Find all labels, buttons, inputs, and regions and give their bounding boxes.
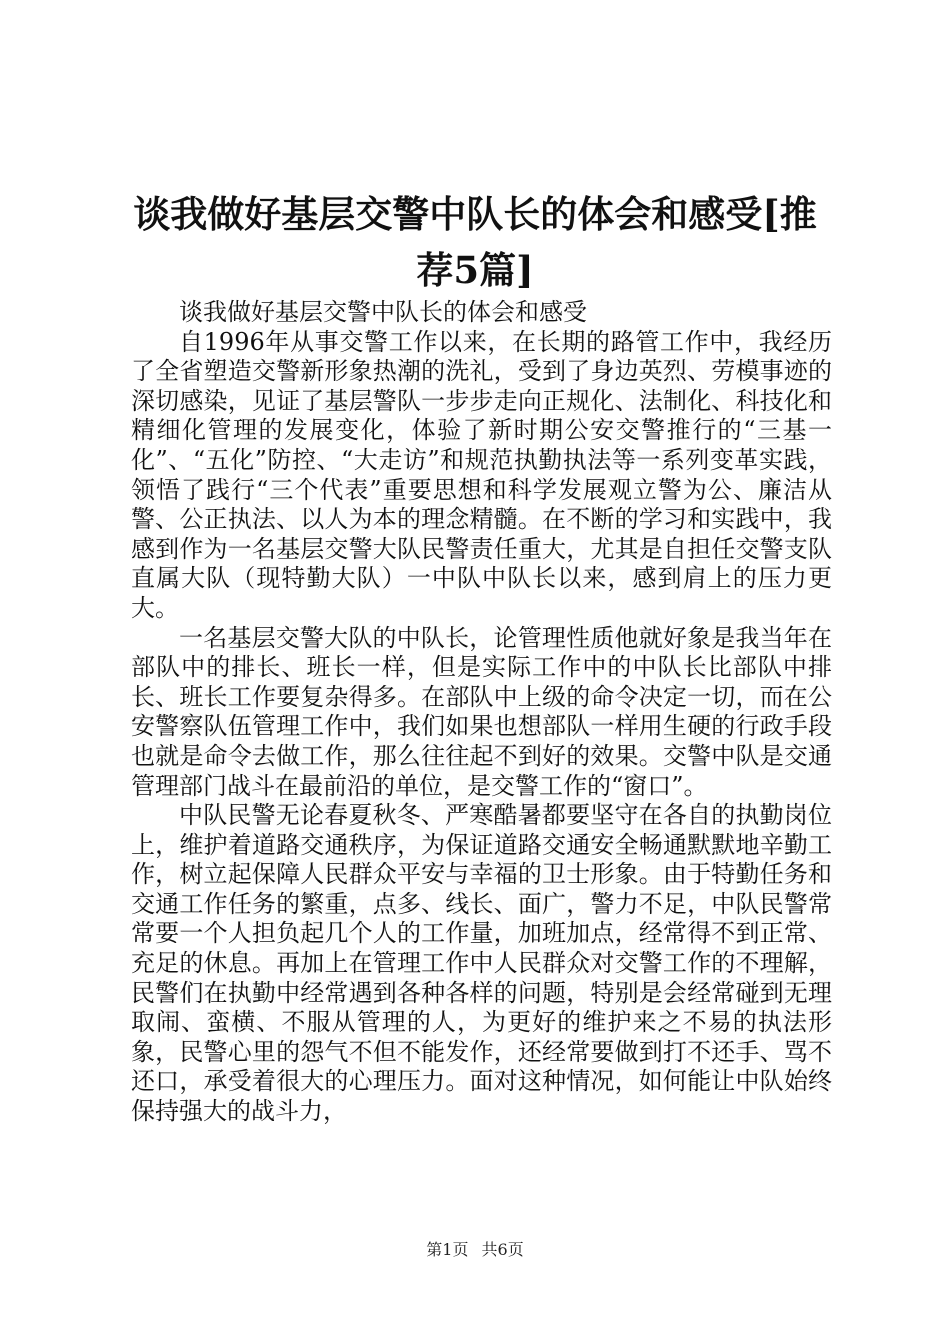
paragraph: 自1996年从事交警工作以来，在长期的路管工作中，我经历了全省塑造交警新形象热潮的洗礼，受到了身边英烈、劳模事迹的深切感染，见证了基层警队一步步走向正规化、法制化、科技化和精细化管理的发展变化，体验了新时期公安交警推行的“三基一化”、“五化”防控、“大走访”和规范执勤执法等一系列变革实践，领悟了践行“三个代表”重要思想和科学发展观立警为公、廉洁从警、公正执法、以人为本的理念精髓。在不断的学习和实践中，我感到作为一名基层交警大队民警责任重大，尤其是自担任交警支队直属大队（现特勤大队）一中队中队长以来，感到肩上的压力更大。 xyxy=(131,327,832,622)
paragraph: 一名基层交警大队的中队长，论管理性质他就好象是我当年在部队中的排长、班长一样，但是实际工作中的中队长比部队中排长、班长工作要复杂得多。在部队中上级的命令决定一切，而在公安警察队伍管理工作中，我们如果也想部队一样用生硬的行政手段也就是命令去做工作，那么往往起不到好的效果。交警中队是交通管理部门战斗在最前沿的单位，是交警工作的“窗口”。 xyxy=(131,623,832,800)
page-total: 共6页 xyxy=(481,1240,524,1259)
paragraph-subtitle: 谈我做好基层交警中队长的体会和感受 xyxy=(179,298,587,326)
paragraph: 中队民警无论春夏秋冬、严寒酷暑都要坚守在各自的执勤岗位上，维护着道路交通秩序，为保证道路交通安全畅通默默地辛勤工作，树立起保障人民群众平安与幸福的卫士形象。由于特勤任务和交通工作任务的繁重，点多、线长、面广，警力不足，中队民警常常要一个人担负起几个人的工作量，加班加点，经常得不到正常、充足的休息。再加上在管理工作中人民群众对交警工作的不理解，民警们在执勤中经常遇到各种各样的问题，特别是会经常碰到无理取闹、蛮横、不服从管理的人，为更好的维护来之不易的执法形象，民警心里的怨气不但不能发作，还经常要做到打不还手、骂不还口，承受着很大的心理压力。面对这种情况，如何能让中队始终保持强大的战斗力， xyxy=(131,801,832,1126)
document-body xyxy=(131,298,832,1127)
page-number: 第1页 xyxy=(426,1240,469,1259)
document-title: 谈我做好基层交警中队长的体会和感受[推荐5篇] xyxy=(133,192,817,292)
page-footer xyxy=(0,1240,950,1260)
